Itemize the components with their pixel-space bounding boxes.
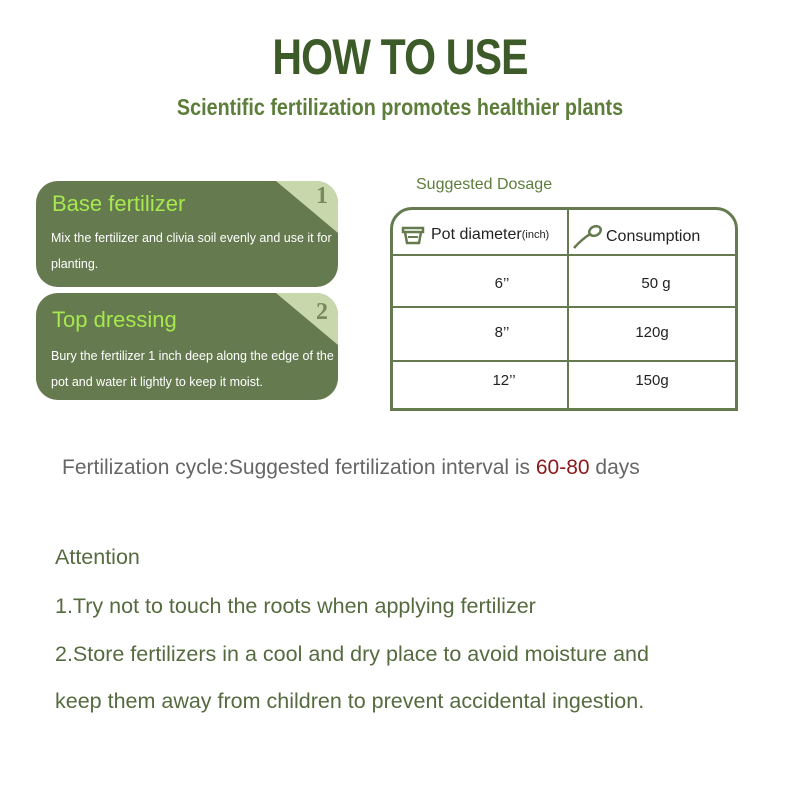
card-number: 1: [316, 183, 328, 209]
header-consumption: [571, 224, 700, 250]
cycle-prefix: Fertilization cycle:Suggested fertilization interval is: [62, 456, 536, 479]
attention-title: Attention: [55, 545, 140, 569]
header-pot-diameter: [401, 224, 549, 246]
card-number: 2: [316, 299, 328, 325]
card-text: Mix the fertilizer and clivia soil evenly and use it for planting.: [51, 231, 332, 271]
top-dressing-card: [36, 293, 338, 400]
container-icon: [401, 224, 425, 246]
table-divider: [393, 306, 735, 308]
table-divider: [393, 360, 735, 362]
table-cell: 6’’: [494, 275, 510, 292]
card-title: Top dressing: [52, 307, 177, 332]
table-cell: 120g: [635, 324, 669, 341]
attention-item: 1.Try not to touch the roots when applying fertilizer: [55, 594, 536, 618]
page-subtitle: Scientific fertilization promotes healthier plants: [176, 94, 624, 120]
table-cell: 12’’: [492, 372, 516, 389]
page-title: HOW TO USE: [272, 29, 528, 85]
dosage-table: [390, 207, 738, 411]
fertilization-cycle: [62, 456, 640, 480]
card-text: Bury the fertilizer 1 inch deep along the edge of the pot and water it lightly to keep it moist.: [51, 349, 334, 389]
header-label: Consumption: [606, 228, 701, 245]
header-label: Pot diameter: [431, 226, 522, 243]
attention-item: 2.Store fertilizers in a cool and dry place to avoid moisture and: [55, 642, 649, 666]
card-title: Base fertilizer: [52, 191, 186, 216]
cycle-suffix: days: [589, 456, 640, 479]
table-divider: [393, 254, 735, 256]
table-cell: 8’’: [494, 324, 510, 341]
table-cell: 50 g: [641, 275, 671, 292]
scoop-icon: [571, 224, 603, 250]
dosage-title: Suggested Dosage: [416, 176, 553, 193]
header-unit: (inch): [521, 229, 550, 241]
base-fertilizer-card: [36, 181, 338, 287]
attention-item: keep them away from children to prevent accidental ingestion.: [55, 689, 645, 713]
table-cell: 150g: [635, 372, 669, 389]
cycle-interval: 60-80: [535, 456, 590, 479]
card-corner-tab: [276, 293, 338, 345]
